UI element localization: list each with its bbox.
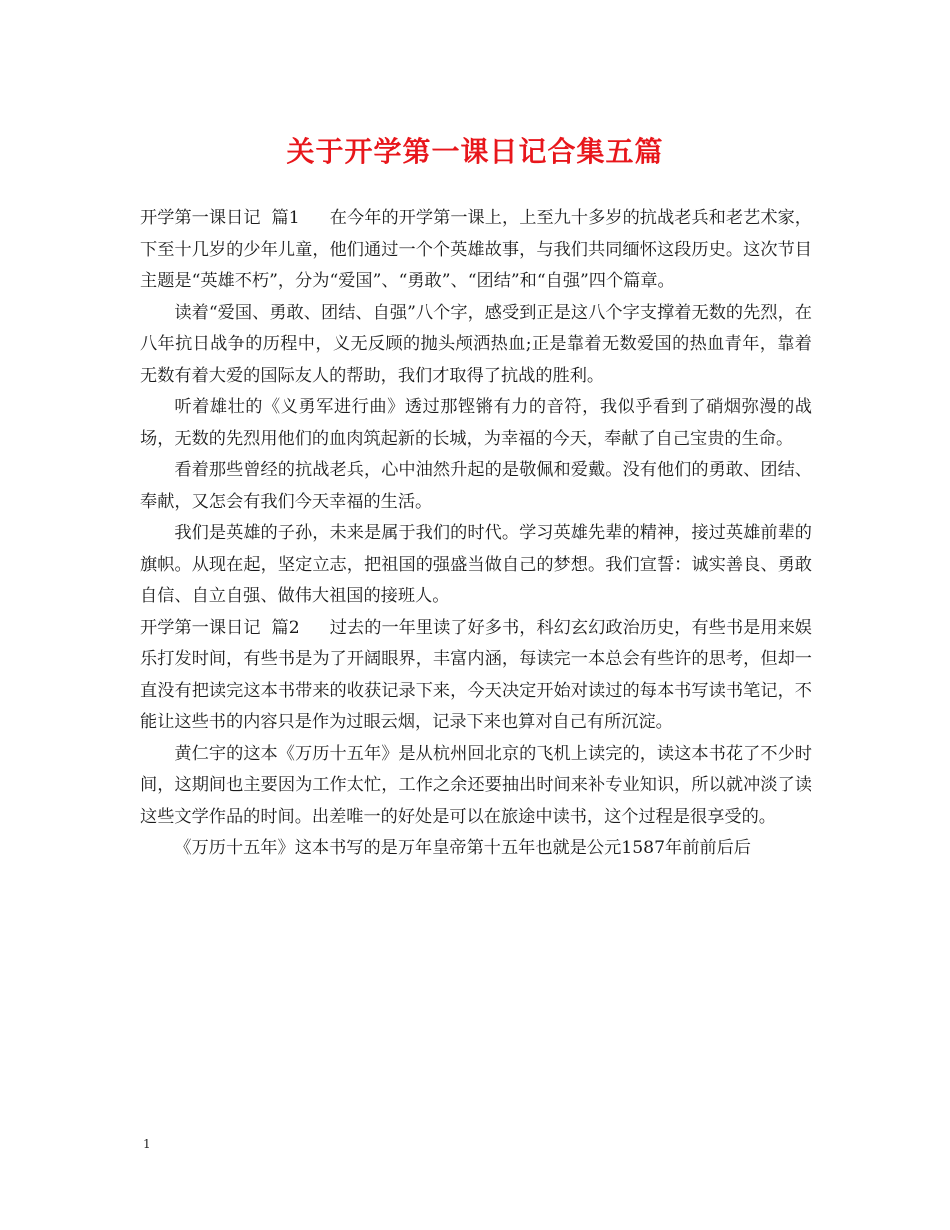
paragraph: 《万历十五年》这本书写的是万年皇帝第十五年也就是公元1587年前前后后 [174,838,751,858]
paragraph: 我们是英雄的子孙，未来是属于我们的时代。学习英雄先辈的精神，接过英雄前辈的旗帜。从现在起，坚定立志，把祖国的强盛当做自己的梦想。我们宣誓：诚实善良、勇敢自信、自立自强、做伟大祖国的接班人。 [140,523,812,606]
paragraph: 黄仁宇的这本《万历十五年》是从杭州回北京的飞机上读完的，读这本书花了不少时间，这期间也主要因为工作太忙，工作之余还要抽出时间来补专业知识，所以就冲淡了读这些文学作品的时间。出差唯一的好处是可以在旅途中读书，这个过程是很享受的。 [140,743,812,827]
page-title: 关于开学第一课日记合集五篇 [286,135,664,168]
section-first-paragraph: 过去的一年里读了好多书，科幻玄幻政治历史，有些书是用来娱乐打发时间，有些书是为了开阔眼界，丰富内涵，每读完一本总会有些许的思考，但却一直没有把读完这本书带来的收获记录下来，今天决定开始对读过的每本书写读书笔记，不能让这些书的内容只是作为过眼云烟，记录下来也算对自己有所沉淀。 [140,617,812,732]
section-heading: 开学第一课日记 篇1 [140,208,300,228]
paragraph: 看着那些曾经的抗战老兵，心中油然升起的是敬佩和爱戴。没有他们的勇敢、团结、奉献，又怎会有我们今天幸福的生活。 [140,460,812,512]
document-body [140,203,812,865]
section-first-paragraph: 在今年的开学第一课上，上至九十多岁的抗战老兵和老艺术家，下至十几岁的少年儿童，他们通过一个个英雄故事，与我们共同缅怀这段历史。这次节目主题是“英雄不朽”，分为“爱国”、“勇敢”、“团结”和“自强”四个篇章。 [140,208,812,291]
section-1-intro [140,203,812,298]
section-heading: 开学第一课日记 篇2 [140,617,300,638]
section-2-intro [140,613,812,739]
paragraph: 听着雄壮的《义勇军进行曲》透过那铿锵有力的音符，我似乎看到了硝烟弥漫的战场，无数的先烈用他们的血肉筑起新的长城，为幸福的今天，奉献了自己宝贵的生命。 [140,397,812,449]
page-number: 1 [143,1137,151,1151]
paragraph: 读着“爱国、勇敢、团结、自强”八个字，感受到正是这八个字支撑着无数的先烈，在八年抗日战争的历程中，义无反顾的抛头颅洒热血;正是靠着无数爱国的热血青年，靠着无数有着大爱的国际友人的帮助，我们才取得了抗战的胜利。 [140,302,812,386]
